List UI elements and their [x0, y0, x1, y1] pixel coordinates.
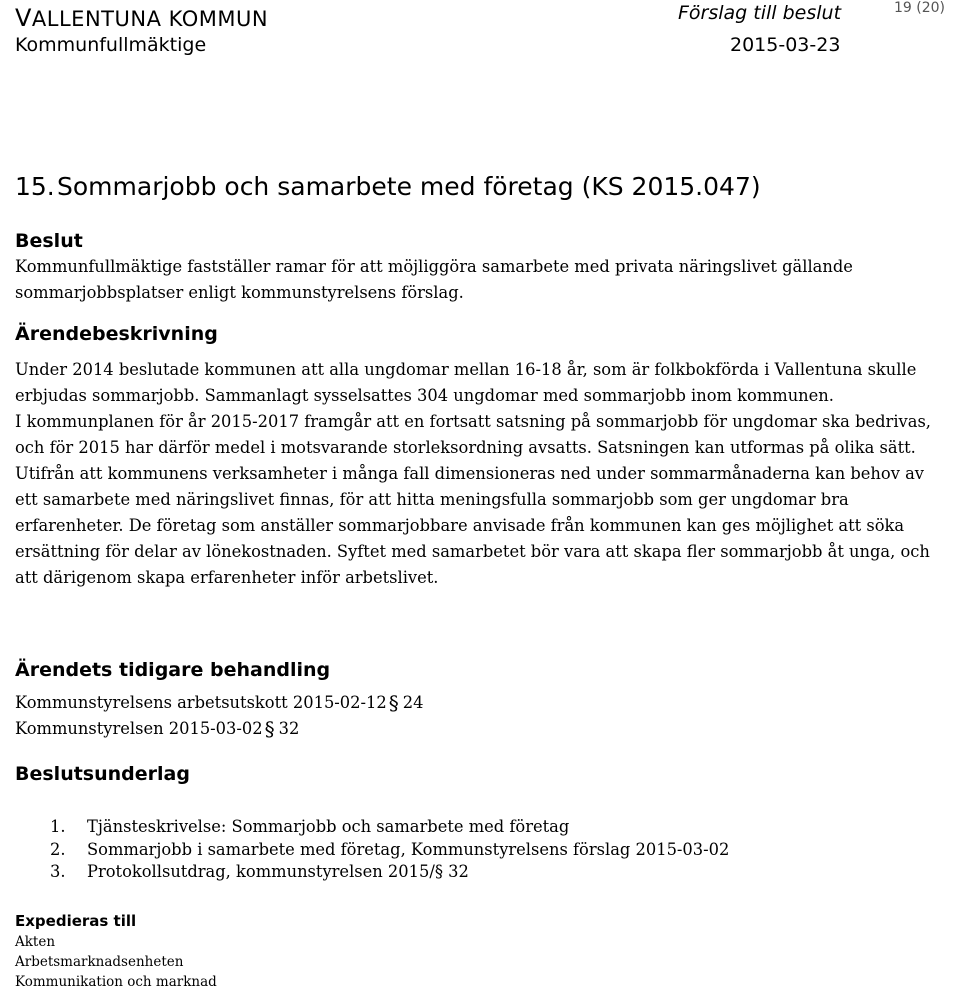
arendebeskrivning-paragraph-2: I kommunplanen för år 2015-2017 framgår att en fortsatt satsning på sommarjobb för ungdomar ska bedrivas, och för 2015 har därför medel i motsvarande storleksordning avsatts. Satsningen kan utformas på olika sätt. [15, 412, 931, 457]
agenda-item-title [15, 172, 761, 201]
agenda-item-text: Sommarjobb och samarbete med företag (KS 2015.047) [57, 172, 761, 201]
list-number: 2. [50, 840, 66, 859]
tidigare-behandling-item [15, 717, 300, 741]
paragraph-sign: § [264, 717, 275, 741]
beslutsunderlag-item [50, 840, 729, 859]
list-text: Sommarjobb i samarbete med företag, Kommunstyrelsens förslag 2015-03-02 [87, 840, 730, 859]
tidigare-behandling-text: Kommunstyrelsen 2015-03-02 [15, 719, 263, 738]
expedieras-heading: Expedieras till [15, 912, 137, 930]
arendebeskrivning-section [15, 357, 950, 591]
beslut-heading: Beslut [15, 230, 83, 252]
paragraph-number: 24 [402, 693, 424, 712]
arendebeskrivning-paragraph-3: Utifrån att kommunens verksamheter i många fall dimensioneras ned under sommarmånaderna kan behov av ett samarbete med näringslivet finnas, för att hitta meningsfulla sommarjobb som ger ungdomar bra erfarenheter. De företag som anställer sommarjobbare anvisade från kommunen kan ges möjlighet att söka ersättning för delar av lönekostnaden. Syftet med samarbetet bör vara att skapa fler sommarjobb åt unga, och att därigenom skapa erfarenheter inför arbetslivet. [15, 464, 930, 587]
list-text: Protokollsutdrag, kommunstyrelsen 2015/§ 32 [87, 862, 469, 881]
list-number: 3. [50, 862, 66, 881]
paragraph-sign: § [388, 691, 399, 715]
organization-initial: V [15, 4, 32, 32]
arendebeskrivning-heading: Ärendebeskrivning [15, 323, 218, 345]
agenda-item-number: 15. [15, 172, 55, 201]
beslutsunderlag-item [50, 862, 469, 881]
department-name: Kommunfullmäktige [15, 34, 207, 56]
beslutsunderlag-item [50, 817, 569, 836]
expedieras-item: Arbetsmarknadsenheten [15, 954, 184, 970]
beslutsunderlag-heading: Beslutsunderlag [15, 763, 190, 785]
beslut-section [15, 254, 950, 306]
tidigare-behandling-heading: Ärendets tidigare behandling [15, 659, 331, 681]
arendebeskrivning-paragraph-1: Under 2014 beslutade kommunen att alla ungdomar mellan 16-18 år, som är folkbokförda i Vallentuna skulle erbjudas sommarjobb. Sammanlagt sysselsattes 304 ungdomar med sommarjobb inom kommunen. [15, 360, 917, 405]
list-number: 1. [50, 817, 66, 836]
page-number: 19 (20) [894, 0, 946, 16]
tidigare-behandling-text: Kommunstyrelsens arbetsutskott 2015-02-12 [15, 693, 387, 712]
organization-name [15, 4, 268, 32]
document-date: 2015-03-23 [730, 34, 841, 56]
organization-name-rest: ALLENTUNA KOMMUN [31, 7, 269, 31]
list-text: Tjänsteskrivelse: Sommarjobb och samarbete med företag [87, 817, 570, 836]
expedieras-item: Kommunikation och marknad [15, 974, 217, 990]
tidigare-behandling-item [15, 691, 424, 715]
beslut-text: Kommunfullmäktige fastställer ramar för att möjliggöra samarbete med privata näringslivet gällande sommarjobbsplatser enligt kommunstyrelsens förslag. [15, 257, 853, 302]
document-status: Förslag till beslut [678, 2, 842, 24]
paragraph-number: 32 [278, 719, 300, 738]
expedieras-item: Akten [15, 934, 56, 950]
